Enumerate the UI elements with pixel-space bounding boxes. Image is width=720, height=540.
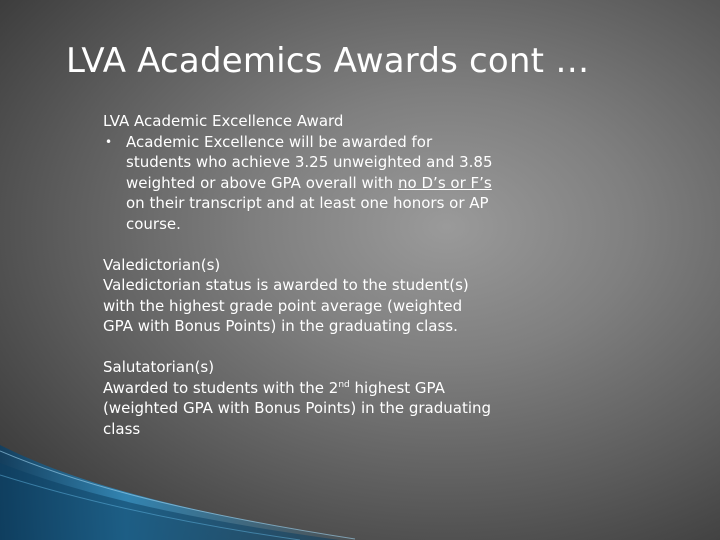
valedictorian-section [103,255,573,337]
text-line [126,173,573,194]
text-line: Valedictorian status is awarded to the student(s) [103,276,469,294]
text-span: Awarded to students with the 2 [103,378,339,397]
section-heading: Valedictorian(s) [103,255,221,274]
bullet-icon: • [105,134,113,149]
text-line: students who achieve 3.25 unweighted and 3.85 [126,153,493,171]
section-heading: Salutatorian(s) [103,358,215,376]
text-span: weighted or above GPA overall with [126,173,399,192]
section-heading: LVA Academic Excellence Award [103,112,344,130]
underlined-text: no D’s or F’s [398,173,492,192]
slide-body [103,111,573,460]
excellence-award-section [103,111,573,234]
text-span: highest GPA [349,378,445,397]
text-line: course. [126,214,181,233]
text-line: on their transcript and at least one honors or AP [126,194,489,212]
text-line: GPA with Bonus Points) in the graduating class. [103,317,458,335]
superscript-text: nd [338,379,350,390]
text-line: class [103,419,141,438]
text-line: Academic Excellence will be awarded for [126,132,433,151]
text-line [103,378,573,399]
text-line: (weighted GPA with Bonus Points) in the graduating [103,399,492,417]
slide-title: LVA Academics Awards cont … [66,41,590,81]
bullet-item [103,132,573,235]
text-line: with the highest grade point average (weighted [103,296,463,315]
decorative-swoosh [0,445,360,540]
salutatorian-section [103,357,573,439]
